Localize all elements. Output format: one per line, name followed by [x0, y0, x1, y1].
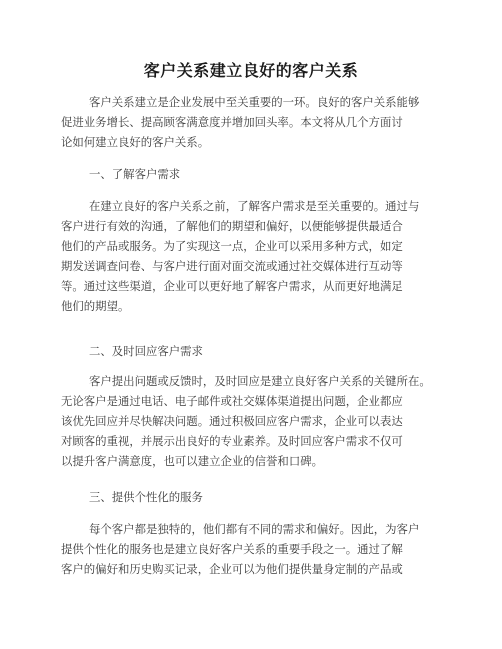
intro-line: 论如何建立良好的客户关系。 — [61, 135, 210, 149]
paragraph-line: 对顾客的重视，并展示出良好的专业素养。及时回应客户需求不仅可 — [61, 434, 403, 448]
paragraph-line: 在建立良好的客户关系之前，了解客户需求是至关重要的。通过与 — [89, 199, 420, 213]
document-title: 客户关系建立良好的客户关系 — [143, 61, 359, 80]
paragraph-line: 客户的偏好和历史购买记录，企业可以为他们提供量身定制的产品或 — [61, 562, 403, 576]
paragraph-line: 提供个性化的服务也是建立良好客户关系的重要手段之一。通过了解 — [61, 542, 403, 556]
paragraph-line: 等。通过这些渠道，企业可以更好地了解客户需求，从而更好地满足 — [61, 279, 403, 293]
paragraph-line: 他们的产品或服务。为了实现这一点，企业可以采用多种方式，如定 — [61, 239, 403, 253]
paragraph-line: 以提升客户满意度，也可以建立企业的信誉和口碑。 — [61, 454, 323, 468]
paragraph-line: 每个客户都是独特的，他们都有不同的需求和偏好。因此，为客户 — [89, 522, 420, 536]
intro-line: 客户关系建立是企业发展中至关重要的一环。良好的客户关系能够 — [89, 95, 420, 109]
section-heading-3: 三、提供个性化的服务 — [89, 490, 203, 504]
paragraph-line: 期发送调查问卷、与客户进行面对面交流或通过社交媒体进行互动等 — [61, 259, 403, 273]
section-heading-2: 二、及时回应客户需求 — [89, 344, 203, 358]
paragraph-line: 无论客户是通过电话、电子邮件或社交媒体渠道提出问题，企业都应 — [61, 394, 403, 408]
intro-line: 促进业务增长、提高顾客满意度并增加回头率。本文将从几个方面讨 — [61, 115, 403, 129]
paragraph-line: 他们的期望。 — [61, 299, 130, 313]
paragraph-line: 客户提出问题或反馈时，及时回应是建立良好客户关系的关键所在。 — [89, 374, 431, 388]
section-heading-1: 一、了解客户需求 — [89, 167, 181, 181]
paragraph-line: 客户进行有效的沟通，了解他们的期望和偏好，以便能够提供最适合 — [61, 219, 403, 233]
paragraph-line: 该优先回应并尽快解决问题。通过积极回应客户需求，企业可以表达 — [61, 414, 403, 428]
